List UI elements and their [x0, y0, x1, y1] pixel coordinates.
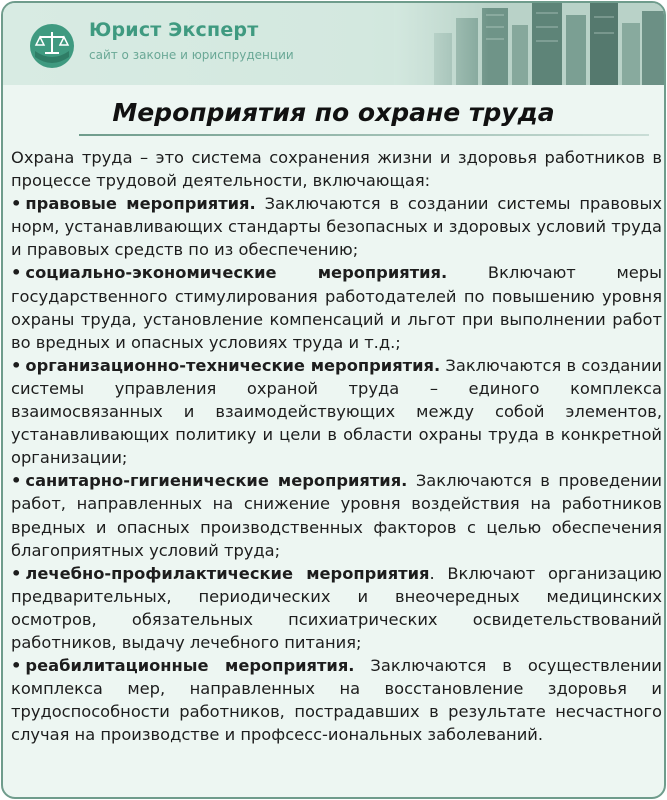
item-description: Заключаются в проведении работ, направленных на снижение уровня воздействия на работников вредных и опасных производственных факторов с целью обеспечения благоприятных условий труда;: [11, 471, 662, 560]
bullet-icon: •: [11, 656, 22, 676]
title-divider: [79, 134, 649, 136]
item-description: . Включают организацию предварительных, периодических и внеочередных медицинских осмотров, обязательных психиатрических освидетельствований работников, выдачу лечебного питания;: [11, 563, 662, 652]
item-description: Заключаются в создании системы правовых норм, устанавливающих стандарты безопасных и здоровых условий труда и правовых средств по из обеспечению;: [11, 194, 662, 260]
bullet-icon: •: [11, 563, 22, 583]
item-term: реабилитационные мероприятия.: [25, 656, 355, 676]
item-description: Заключаются в осуществлении комплекса мер, направленных на восстановление здоровья и трудоспособности работников, пострадавших в результате несчастного случая на производстве и профсесс-иональных заболеваний.: [11, 656, 662, 745]
site-header: [3, 3, 664, 85]
list-item: [11, 654, 662, 746]
city-skyline-image: [394, 3, 664, 85]
list-item: [11, 562, 662, 654]
item-description: Включают меры государственного стимулирования работодателей по повышению уровня охраны труда, установление компенсаций и льгот при выполнении работ во вредных и опасных условиях труда и т.д.;: [11, 263, 662, 352]
intro-paragraph: Охрана труда – это система сохранения жизни и здоровья работников в процессе трудовой деятельности, включающая:: [11, 148, 662, 191]
item-term: организационно-технические мероприятия.: [25, 355, 441, 375]
item-term: санитарно-гигиенические мероприятия.: [25, 471, 408, 491]
item-description: Заключаются в создании системы управления охраной труда – единого комплекса взаимосвязанных и взаимодействующих между собой элементов, устанавливающих политику и цели в области охраны труда в конкретной организации;: [11, 355, 662, 468]
list-item: [11, 354, 662, 469]
item-term: правовые мероприятия.: [25, 194, 256, 214]
list-item: [11, 261, 662, 353]
article-body: [11, 146, 662, 746]
bullet-icon: •: [11, 263, 22, 283]
bullet-icon: •: [11, 471, 22, 491]
infographic-card: [1, 1, 666, 799]
list-item: [11, 192, 662, 261]
list-item: [11, 469, 662, 561]
bullet-icon: •: [11, 355, 22, 375]
page-title: Мероприятия по охране труда: [112, 98, 555, 127]
site-tagline: сайт о законе и юриспруденции: [89, 48, 294, 62]
item-term: лечебно-профилактические мероприятия: [25, 563, 430, 583]
bullet-icon: •: [11, 194, 22, 214]
scales-of-justice-logo-icon: [25, 23, 79, 69]
site-brand-name: Юрист Эксперт: [89, 19, 259, 41]
item-term: социально-экономические мероприятия.: [25, 263, 448, 283]
